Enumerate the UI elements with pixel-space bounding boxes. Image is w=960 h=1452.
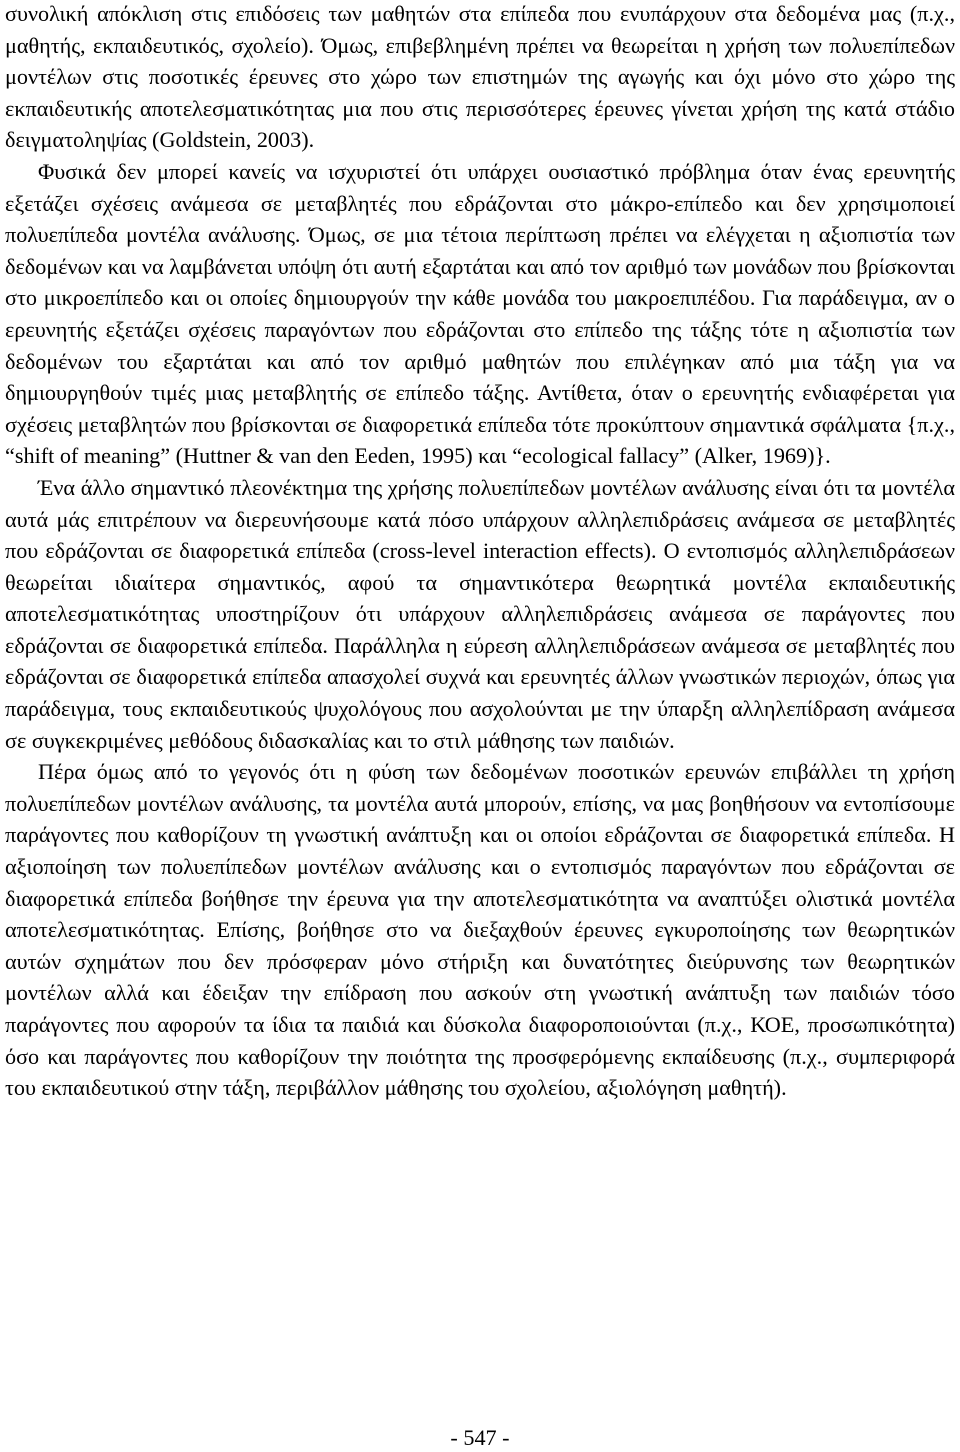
paragraph-1: συνολική απόκλιση στις επιδόσεις των μαθητών στα επίπεδα που ενυπάρχουν στα δεδομένα μας (π.χ., μαθητής, εκπαιδευτικός, σχολείο). Όμως, επιβεβλημένη πρέπει να θεωρείται η χρήση των πολυεπίπεδων μοντέλων στις ποσοτικές έρευνες στο χώρο των επιστημών της αγωγής και όχι μόνο στο χώρο της εκπαιδευτικής αποτελεσματικότητας μια που στις περισσότερες έρευνες γίνεται χρήση της κατά στάδιο δειγματοληψίας (Goldstein, 2003). — [5, 1, 955, 153]
document-page — [5, 0, 955, 1104]
paragraph-2: Φυσικά δεν μπορεί κανείς να ισχυριστεί ότι υπάρχει ουσιαστικό πρόβλημα όταν ένας ερευνητής εξετάζει σχέσεις ανάμεσα σε μεταβλητές που εδράζονται στο μάκρο-επίπεδο και δεν χρησιμοποιεί πολυεπίπεδα μοντέλα ανάλυσης. Όμως, σε μια τέτοια περίπτωση πρέπει να ελέγχεται η αξιοπιστία των δεδομένων και να λαμβάνεται υπόψη ότι αυτή εξαρτάται και από τον αριθμό των μονάδων που βρίσκονται στο μικροεπίπεδο και οι οποίες δημιουργούν την κάθε μονάδα του μακροεπιπέδου. Για παράδειγμα, αν ο ερευνητής εξετάζει σχέσεις παραγόντων που εδράζονται στο επίπεδο της τάξης τότε η αξιοπιστία των δεδομένων του εξαρτάται και από τον αριθμό μαθητών που επιλέγηκαν από μια τάξη για να δημιουργηθούν τιμές μιας μεταβλητής σε επίπεδο τάξης. Αντίθετα, όταν ο ερευνητής ενδιαφέρεται για σχέσεις μεταβλητών που βρίσκονται σε διαφορετικά επίπεδα τότε προκύπτουν σημαντικά σφάλματα {π.χ., “shift of meaning” (Huttner & van den Eeden, 1995) και “ecological fallacy” (Alker, 1969)}. — [5, 158, 955, 469]
paragraph-3: Ένα άλλο σημαντικό πλεονέκτημα της χρήσης πολυεπίπεδων μοντέλων ανάλυσης είναι ότι τα μοντέλα αυτά μάς επιτρέπουν να διερευνήσουμε κατά πόσο υπάρχουν αλληλεπιδράσεις ανάμεσα σε μεταβλητές που εδράζονται σε διαφορετικά επίπεδα (cross-level interaction effects). Ο εντοπισμός αλληλεπιδράσεων θεωρείται ιδιαίτερα σημαντικός, αφού τα σημαντικότερα θεωρητικά μοντέλα εκπαιδευτικής αποτελεσματικότητας υποστηρίζουν ότι υπάρχουν αλληλεπιδράσεις ανάμεσα σε παράγοντες που εδράζονται σε διαφορετικά επίπεδα. Παράλληλα η εύρεση αλληλεπιδράσεων ανάμεσα σε μεταβλητές που εδράζονται σε διαφορετικά επίπεδα απασχολεί συχνά και ερευνητές άλλων γνωστικών περιοχών, όπως για παράδειγμα, τους εκπαιδευτικούς ψυχολόγους που ασχολούνται με την ύπαρξη αλληλεπίδραση ανάμεσα σε συγκεκριμένες μεθόδους διδασκαλίας και το στιλ μάθησης των παιδιών. — [5, 474, 955, 753]
page-number: - 547 - — [450, 1425, 510, 1450]
paragraph-4: Πέρα όμως από το γεγονός ότι η φύση των δεδομένων ποσοτικών ερευνών επιβάλλει τη χρήση πολυεπίπεδων μοντέλων ανάλυσης, τα μοντέλα αυτά μπορούν, επίσης, να μας βοηθήσουν να εντοπίσουμε παράγοντες που καθορίζουν τη γνωστική ανάπτυξη και οι οποίοι εδράζονται σε διαφορετικά επίπεδα. Η αξιοποίηση των πολυεπίπεδων μοντέλων ανάλυσης και ο εντοπισμός παραγόντων που εδράζονται σε διαφορετικά επίπεδα βοήθησε την έρευνα για την αποτελεσματικότητα να αναπτύξει ολιστικά μοντέλα αποτελεσματικότητας. Επίσης, βοήθησε στο να διεξαχθούν έρευνες εγκυροποίησης των θεωρητικών αυτών σχημάτων που δεν πρόσφεραν μόνο στήριξη και δυνατότητες διεύρυνσης των θεωρητικών μοντέλων αλλά και έδειξαν την επίδραση που ασκούν στη γνωστική ανάπτυξη των παιδιών τόσο παράγοντες που αφορούν τα ίδια τα παιδιά και δύσκολα διαφοροποιούνται (π.χ., ΚΟΕ, προσωπικότητα) όσο και παράγοντες που καθορίζουν την ποιότητα της προσφερόμενης εκπαίδευσης (π.χ., συμπεριφορά του εκπαιδευτικού στην τάξη, περιβάλλον μάθησης του σχολείου, αξιολόγηση μαθητή). — [5, 759, 955, 1101]
